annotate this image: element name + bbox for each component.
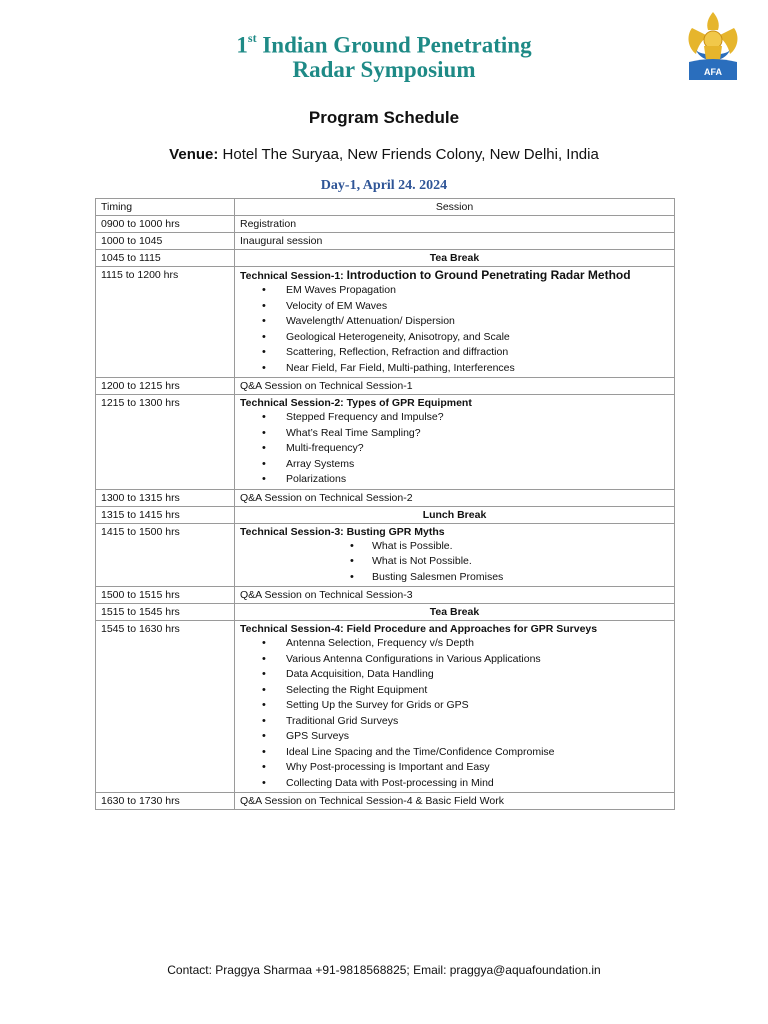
list-item: • Traditional Grid Surveys [240,714,669,730]
list-item: • Collecting Data with Post-processing in Mind [240,776,669,792]
title-line-1: 1st Indian Ground Penetrating [236,31,532,58]
table-row [96,587,675,604]
title-line-2: Radar Symposium [292,56,476,82]
list-item: • Multi-frequency? [240,441,669,457]
table-row [96,793,675,810]
table-header-row [96,199,675,216]
row-session [235,395,675,490]
break-label: Lunch Break [235,506,675,523]
table-row [96,621,675,793]
header-session: Session [235,199,675,216]
session-title: Technical Session-3: Busting GPR Myths [240,525,445,538]
list-item: • Selecting the Right Equipment [240,683,669,699]
table-row [96,489,675,506]
table-row [96,267,675,378]
topic-list [240,410,669,488]
row-time: 1515 to 1545 hrs [96,604,235,621]
row-time: 1415 to 1500 hrs [96,523,235,587]
row-session [235,523,675,587]
table-row [96,250,675,267]
contact-footer: Contact: Praggya Sharmaa +91-9818568825; Email: praggya@aquafoundation.in [167,963,601,977]
afa-logo [682,6,744,82]
list-item: • GPS Surveys [240,729,669,745]
table-row [96,395,675,490]
list-item: • Busting Salesmen Promises [240,570,669,586]
header-timing: Timing [96,199,235,216]
row-time: 1300 to 1315 hrs [96,489,235,506]
list-item: • Why Post-processing is Important and Easy [240,760,669,776]
topic-list [240,539,669,586]
list-item: • Geological Heterogeneity, Anisotropy, and Scale [240,330,669,346]
venue-text: Hotel The Suryaa, New Friends Colony, New Delhi, India [218,146,599,163]
venue-line [0,146,768,163]
list-item: • What is Possible. [240,539,669,555]
list-item: • Stepped Frequency and Impulse? [240,410,669,426]
topic-list [240,636,669,791]
row-session: Q&A Session on Technical Session-3 [235,587,675,604]
list-item: • What’s Real Time Sampling? [240,426,669,442]
row-session: Inaugural session [235,233,675,250]
list-item: • Array Systems [240,457,669,473]
logo-text: AFA [704,67,722,77]
break-label: Tea Break [235,604,675,621]
list-item: • What is Not Possible. [240,554,669,570]
row-session: Registration [235,216,675,233]
session-title: Technical Session-2: Types of GPR Equipment [240,397,472,409]
table-row [96,216,675,233]
list-item: • Data Acquisition, Data Handling [240,667,669,683]
schedule-table [95,198,675,810]
row-time: 1200 to 1215 hrs [96,378,235,395]
list-item: • Setting Up the Survey for Grids or GPS [240,698,669,714]
table-row [96,378,675,395]
page-title: Program Schedule [308,108,460,127]
row-session [235,267,675,378]
symposium-title [170,28,598,82]
row-session [235,621,675,793]
row-session: Q&A Session on Technical Session-1 [235,378,675,395]
day-heading: Day-1, April 24. 2024 [320,178,448,193]
row-time: 1630 to 1730 hrs [96,793,235,810]
topic-list [240,283,669,376]
row-time: 1115 to 1200 hrs [96,267,235,378]
session-title: Technical Session-4: Field Procedure and Approaches for GPR Surveys [240,623,598,635]
row-session: Q&A Session on Technical Session-4 & Basic Field Work [235,793,675,810]
break-label: Tea Break [235,250,675,267]
list-item: • Antenna Selection, Frequency v/s Depth [240,636,669,652]
row-time: 1545 to 1630 hrs [96,621,235,793]
table-row [96,604,675,621]
row-time: 1045 to 1115 [96,250,235,267]
row-time: 0900 to 1000 hrs [96,216,235,233]
list-item: • EM Waves Propagation [240,283,669,299]
list-item: • Various Antenna Configurations in Various Applications [240,652,669,668]
table-row [96,523,675,587]
list-item: • Polarizations [240,472,669,488]
list-item: • Ideal Line Spacing and the Time/Confidence Compromise [240,745,669,761]
list-item: • Wavelength/ Attenuation/ Dispersion [240,314,669,330]
row-session: Q&A Session on Technical Session-2 [235,489,675,506]
table-row [96,506,675,523]
session-title: Technical Session-1: Introduction to Ground Penetrating Radar Method [240,268,631,282]
venue-label: Venue: [169,146,219,163]
row-time: 1215 to 1300 hrs [96,395,235,490]
row-time: 1315 to 1415 hrs [96,506,235,523]
row-time: 1000 to 1045 [96,233,235,250]
list-item: • Near Field, Far Field, Multi-pathing, Interferences [240,361,669,377]
table-row [96,233,675,250]
list-item: • Scattering, Reflection, Refraction and diffraction [240,345,669,361]
row-time: 1500 to 1515 hrs [96,587,235,604]
list-item: • Velocity of EM Waves [240,299,669,315]
